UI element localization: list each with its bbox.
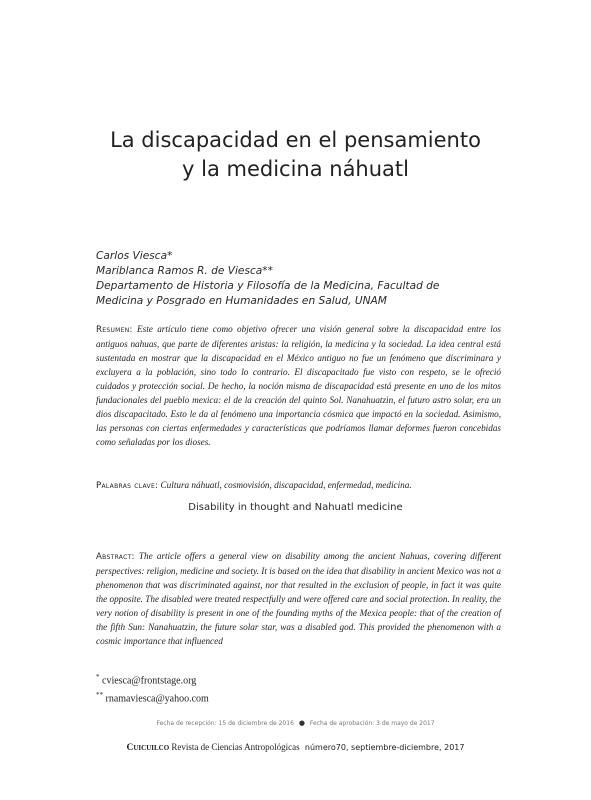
footnote-2-mark: ** bbox=[96, 691, 103, 700]
journal-footer bbox=[0, 742, 591, 753]
footnote-2-email: rnamaviesca@yahoo.com bbox=[105, 693, 209, 705]
resumen-label: Resumen: bbox=[96, 325, 133, 335]
abstract-paragraph bbox=[96, 549, 501, 648]
author-1: Carlos Viesca* bbox=[96, 250, 173, 262]
abstract-text: The article offers a general view on disability among the ancient Nahuas, covering different perspectives: religion, medicine and society. It is based on the idea that disability in ancient Mexico was not a phenomenon that was discriminated against, nor that resulted in the exclusion of people, in fact it was quite the opposite. The disabled were treated respectfully and were offered care and social protection. In reality, the very notion of disability is present in one of the founding myths of the Mexica people: that of the creation of the fifth Sun: Nanahuatzin, the future solar star, was a disabled god. This provided the phenomenon with a cosmic importance that influenced bbox=[96, 551, 502, 646]
keywords-paragraph bbox=[96, 478, 501, 493]
title-line-1: La discapacidad en el pensamiento bbox=[110, 128, 481, 152]
english-title: Disability in thought and Nahuatl medicine bbox=[188, 502, 403, 513]
affiliation-line-2: Medicina y Posgrado en Humanidades en Salud, UNAM bbox=[96, 295, 387, 307]
dates-line bbox=[0, 719, 591, 727]
footnote-2 bbox=[96, 688, 209, 706]
keywords-text: Cultura náhuatl, cosmovisión, discapacidad, enfermedad, medicina. bbox=[160, 480, 412, 490]
resumen-text: Este artículo tiene como objetivo ofrecer una visión general sobre la discapacidad entre los antiguos nahuas, que parte de diferentes aristas: la religión, la medicina y la sociedad. La idea central está sustentada en mostrar que la discapacidad en el México antiguo no fue un fenómeno que discriminara y excluyera a la población, sino todo lo contrario. El discapacitado fue visto con respeto, se le ofreció cuidados y protección social. De hecho, la noción misma de discapacidad está presente en uno de los mitos fundacionales del pueblo mexica: el de la creación del quinto Sol. Nanahuatzin, el futuro astro solar, era un dios discapacitado. Esto le da al fenómeno una importancia cósmica que impactó en la sociedad. Asimismo, las personas con ciertas enfermedades y características que podríamos llamar deformes fueron concebidas como señaladas por los dioses. bbox=[96, 324, 501, 447]
title-line-2: y la medicina náhuatl bbox=[182, 157, 409, 181]
resumen-paragraph bbox=[96, 322, 501, 449]
reception-date: Fecha de recepción: 15 de diciembre de 2016 bbox=[156, 720, 294, 727]
footnote-1-mark: * bbox=[96, 673, 100, 681]
abstract-label: Abstract: bbox=[96, 552, 135, 562]
journal-name: Cuicuilco bbox=[126, 743, 170, 753]
author-block bbox=[96, 249, 516, 309]
footnote-1-email: cviesca@frontstage.org bbox=[102, 675, 197, 687]
journal-subtitle: Revista de Ciencias Antropológicas bbox=[171, 742, 300, 752]
bullet-separator-icon: ● bbox=[298, 719, 305, 727]
footnote-1 bbox=[96, 670, 209, 688]
affiliation-line-1: Departamento de Historia y Filosofía de la Medicina, Facultad de bbox=[96, 280, 440, 292]
author-2: Mariblanca Ramos R. de Viesca** bbox=[96, 265, 273, 277]
approval-date: Fecha de aprobación: 3 de mayo de 2017 bbox=[309, 720, 435, 727]
article-title bbox=[0, 126, 591, 184]
footnotes bbox=[96, 670, 209, 707]
journal-issue: número70, septiembre-diciembre, 2017 bbox=[304, 743, 465, 752]
keywords-label: Palabras clave: bbox=[96, 481, 159, 491]
